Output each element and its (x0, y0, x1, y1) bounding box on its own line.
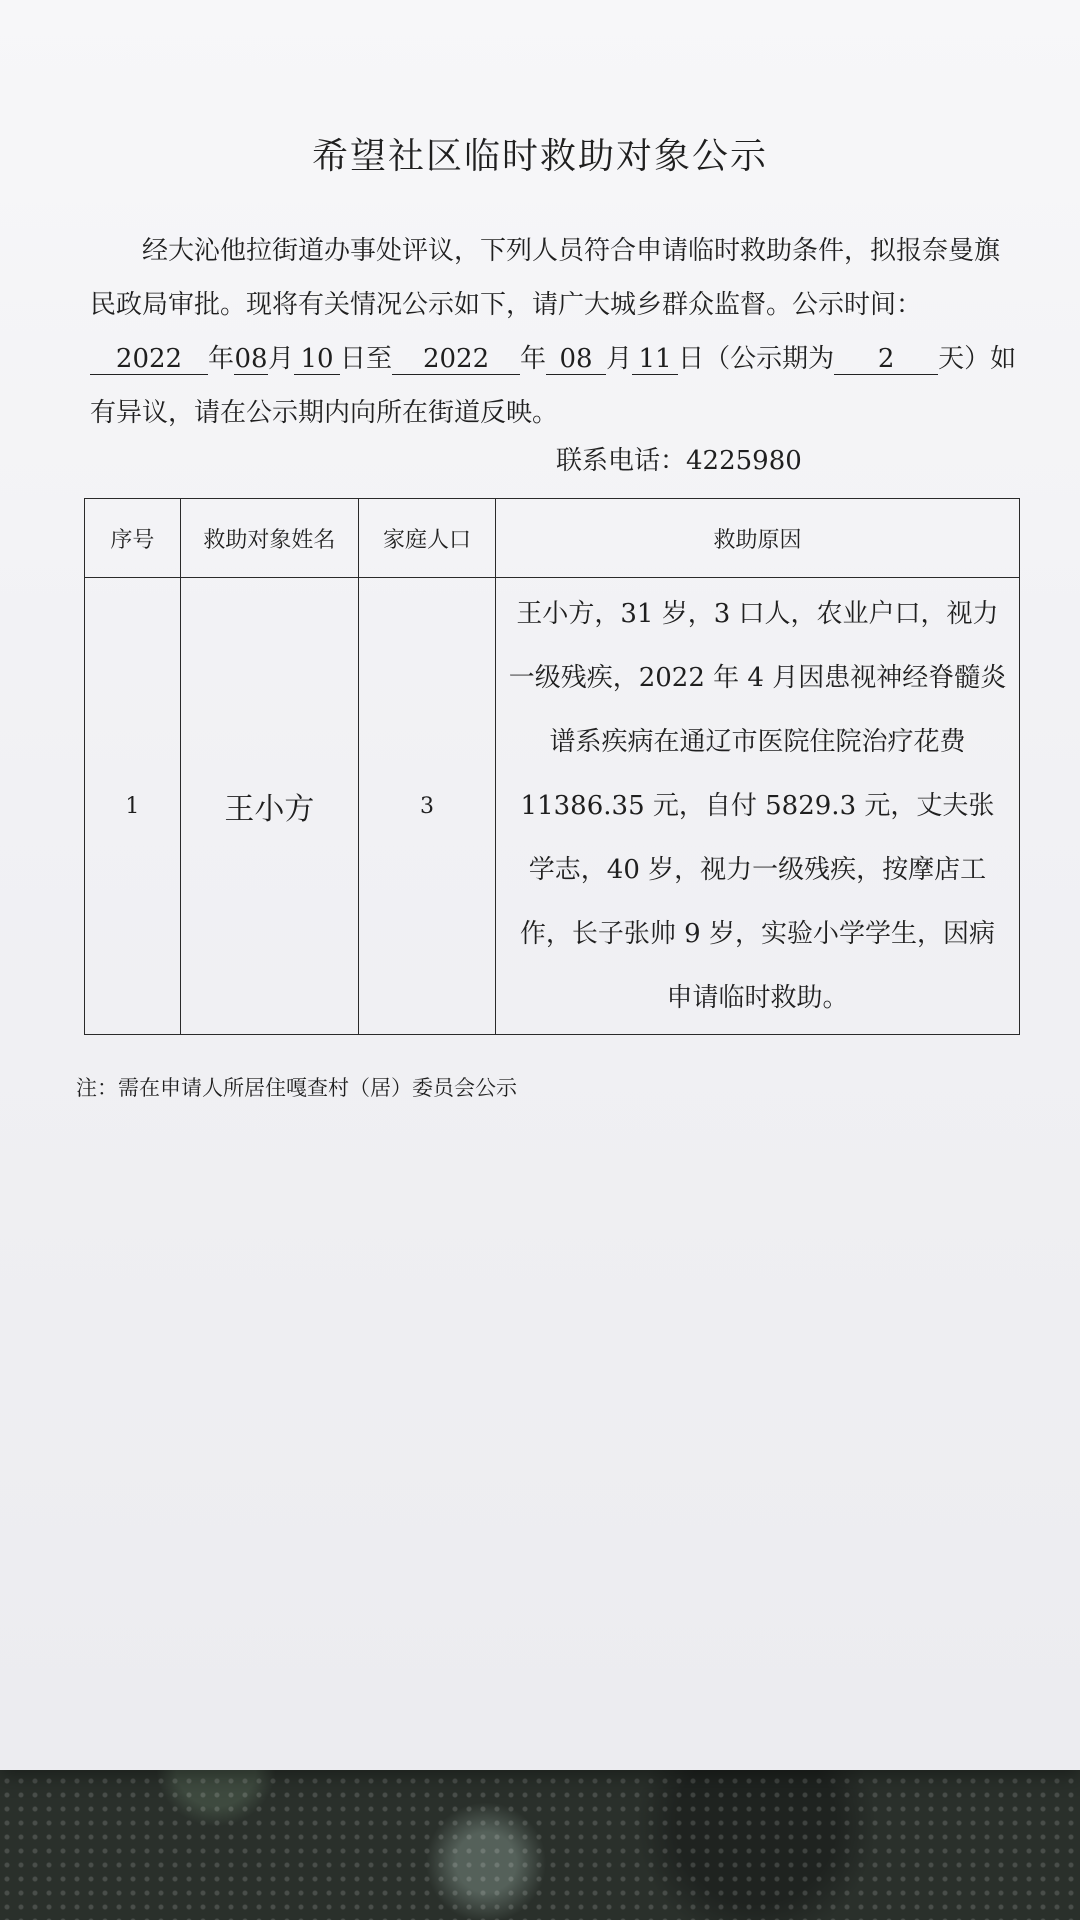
period-prefix: 日（公示期为 (678, 344, 835, 374)
row-household: 3 (359, 578, 496, 1035)
intro-paragraph (90, 224, 1020, 440)
header-index: 序号 (85, 499, 181, 578)
year-unit-2: 年 (520, 344, 547, 374)
start-month-blank: 08 (234, 344, 268, 374)
month-unit-2: 月 (606, 344, 633, 374)
mesh-fabric-background (0, 1760, 1080, 1920)
start-day-blank: 10 (294, 344, 340, 375)
end-month-blank: 08 (546, 344, 606, 375)
document-title: 希望社区临时救助对象公示 (311, 136, 768, 177)
relief-table (84, 498, 1020, 1035)
row-index: 1 (85, 578, 181, 1035)
end-day-blank: 11 (632, 344, 678, 375)
end-year-blank: 2022 (392, 344, 520, 375)
intro-text-2: 天）如有异议，请在公示期内向所在街道反映。 (90, 344, 1017, 428)
header-reason: 救助原因 (495, 499, 1019, 578)
row-name: 王小方 (180, 578, 358, 1035)
table-header-row (85, 499, 1020, 578)
header-household: 家庭人口 (359, 499, 496, 578)
start-year-blank: 2022 (90, 344, 208, 375)
row-reason: 王小方，31 岁，3 口人，农业户口，视力一级残疾，2022 年 4 月因患视神经脊髓炎谱系疾病在通辽市医院住院治疗花费 11386.35 元，自付 5829.3 元，丈夫张学志，40 岁，视力一级残疾，按摩店工作，长子张帅 9 岁，实验小学学生，因病申请临时救助。 (495, 578, 1019, 1035)
contact-phone: 联系电话：4225980 (556, 446, 802, 476)
footnote: 注：需在申请人所居住嘎查村（居）委员会公示 (76, 1076, 517, 1100)
period-days-blank: 2 (834, 344, 938, 375)
day-to-unit: 日至 (340, 344, 393, 374)
intro-text-1: 经大沁他拉街道办事处评议，下列人员符合申请临时救助条件，拟报奈曼旗民政局审批。现将有关情况公示如下，请广大城乡群众监督。公示时间： (90, 236, 1001, 320)
year-unit-1: 年 (208, 344, 235, 374)
header-name: 救助对象姓名 (180, 499, 358, 578)
table-row (85, 578, 1020, 1035)
month-unit-1: 月 (268, 344, 295, 374)
